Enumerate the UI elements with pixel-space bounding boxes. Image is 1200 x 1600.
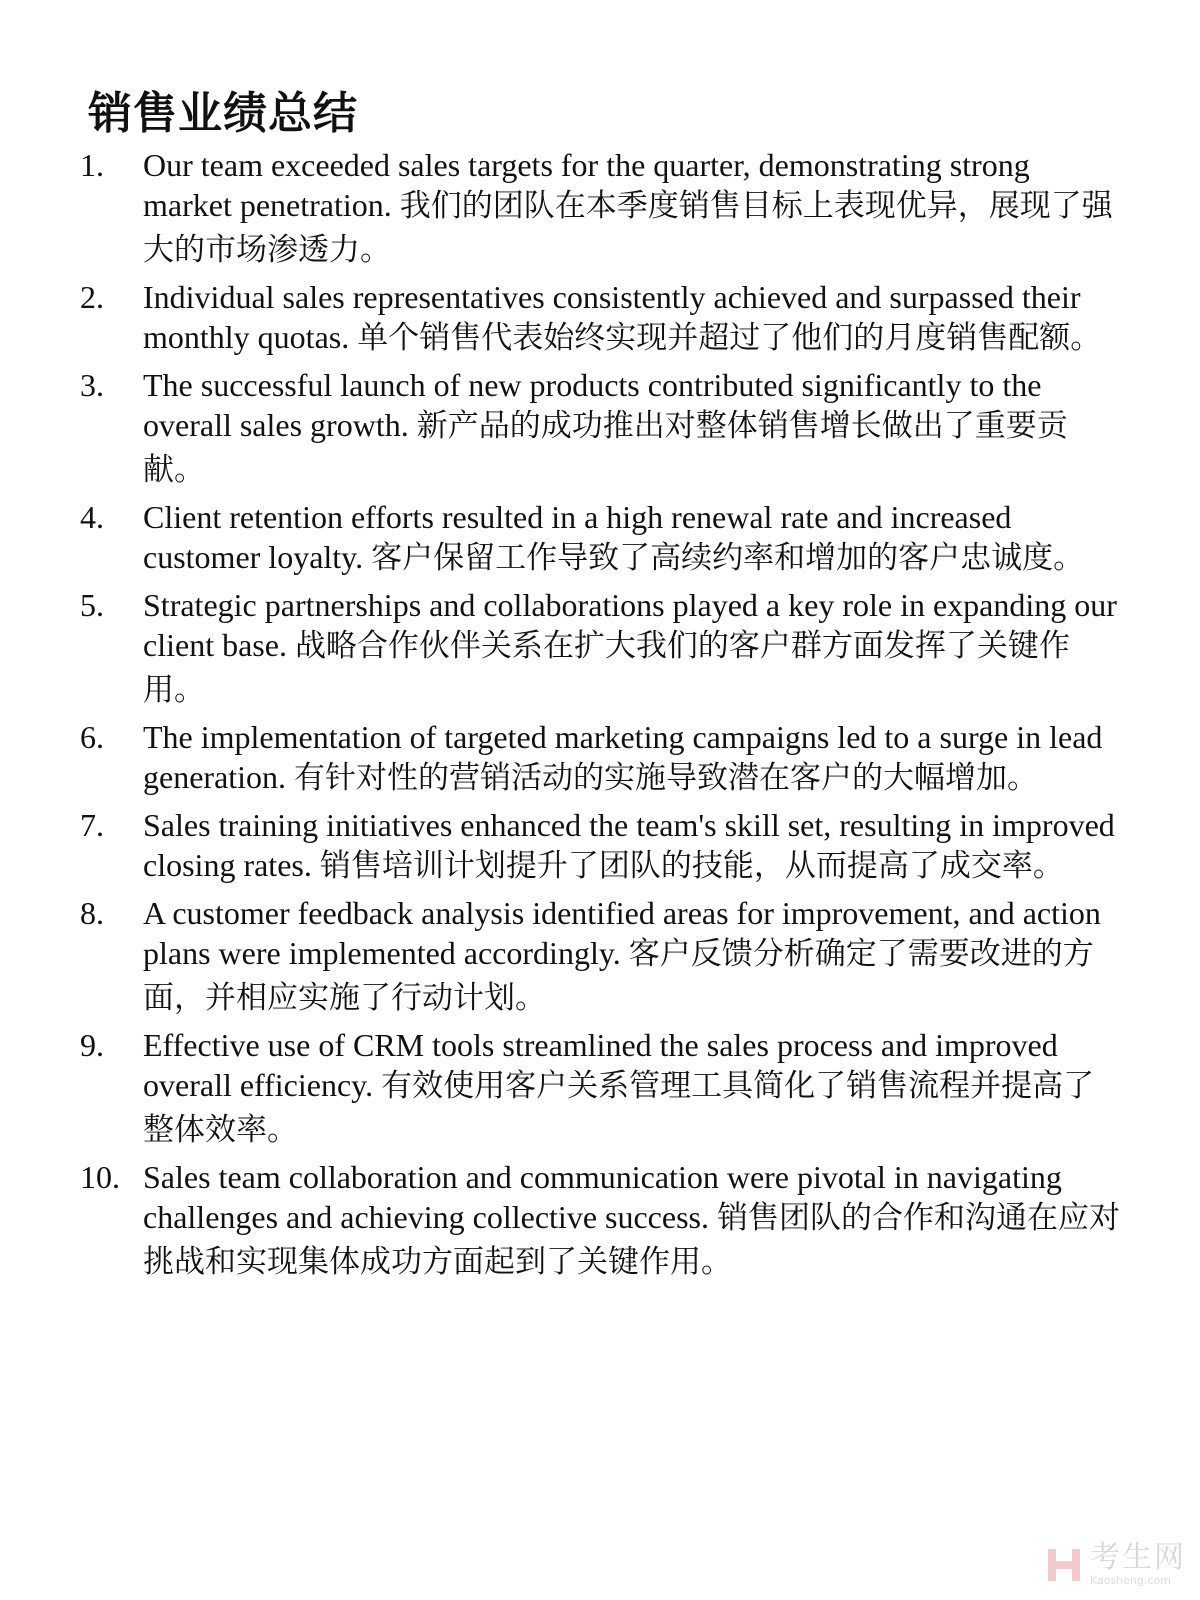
watermark [1044, 1540, 1186, 1587]
list-item [80, 366, 1120, 492]
list-item [80, 1158, 1120, 1284]
item-chinese-text: 销售团队的合作和沟通在应对挑战和实现集体成功方面起到了关键作用。 [143, 1200, 1120, 1280]
list-item [80, 718, 1120, 800]
item-english-text: Sales team collaboration and communication were pivotal in navigating challenges and achieving collective success. [143, 1159, 1062, 1235]
list-item [80, 894, 1120, 1020]
item-number: 1. [80, 147, 104, 183]
item-chinese-text: 客户保留工作导致了高续约率和增加的客户忠诚度。 [371, 540, 1085, 576]
item-number: 8. [80, 895, 104, 931]
item-english-text: Effective use of CRM tools streamlined the sales process and improved overall efficiency. [143, 1027, 1058, 1103]
item-chinese-text: 有针对性的营销活动的实施导致潜在客户的大幅增加。 [294, 760, 1039, 796]
list-item [80, 806, 1120, 888]
item-english-text: Our team exceeded sales targets for the quarter, demonstrating strong market penetration. [143, 147, 1030, 223]
item-text [143, 1026, 1120, 1152]
list-item [80, 278, 1120, 360]
list-item [80, 498, 1120, 580]
item-text [143, 366, 1120, 492]
item-number: 10. [80, 1159, 120, 1195]
item-number: 2. [80, 279, 104, 315]
item-text [143, 498, 1120, 580]
kaosheng-logo-icon [1044, 1545, 1084, 1585]
item-english-text: Individual sales representatives consistently achieved and surpassed their monthly quotas. [143, 279, 1081, 355]
item-text [143, 1158, 1120, 1284]
item-english-text: Client retention efforts resulted in a high renewal rate and increased customer loyalty. [143, 499, 1012, 575]
item-chinese-text: 新产品的成功推出对整体销售增长做出了重要贡献。 [143, 408, 1068, 488]
item-text [143, 894, 1120, 1020]
item-text [143, 806, 1120, 888]
item-text [143, 586, 1120, 712]
item-english-text: The successful launch of new products contributed significantly to the overall sales growth. [143, 367, 1042, 443]
watermark-text: 考生网 [1090, 1540, 1186, 1575]
item-number: 7. [80, 807, 104, 843]
list-item [80, 146, 1120, 272]
list-item [80, 1026, 1120, 1152]
watermark-subtext: Kaosheng.com [1090, 1574, 1171, 1587]
item-chinese-text: 我们的团队在本季度销售目标上表现优异，展现了强大的市场渗透力。 [143, 188, 1113, 268]
item-chinese-text: 销售培训计划提升了团队的技能，从而提高了成交率。 [319, 848, 1064, 884]
item-english-text: Sales training initiatives enhanced the team's skill set, resulting in improved closing rates. [143, 807, 1115, 883]
item-number: 4. [80, 499, 104, 535]
item-english-text: Strategic partnerships and collaborations played a key role in expanding our client base. [143, 587, 1117, 663]
item-text [143, 146, 1120, 272]
page-title: 销售业绩总结 [88, 88, 358, 139]
item-english-text: The implementation of targeted marketing campaigns led to a surge in lead generation. [143, 719, 1103, 795]
item-chinese-text: 单个销售代表始终实现并超过了他们的月度销售配额。 [357, 320, 1102, 356]
list-item [80, 586, 1120, 712]
item-number: 9. [80, 1027, 104, 1063]
item-chinese-text: 战略合作伙伴关系在扩大我们的客户群方面发挥了关键作用。 [143, 628, 1070, 708]
item-number: 3. [80, 367, 104, 403]
item-chinese-text: 客户反馈分析确定了需要改进的方面，并相应实施了行动计划。 [143, 936, 1094, 1016]
item-chinese-text: 有效使用客户关系管理工具简化了销售流程并提高了整体效率。 [143, 1068, 1095, 1148]
item-number: 6. [80, 719, 104, 755]
item-english-text: A customer feedback analysis identified areas for improvement, and action plans were implemented accordingly. [143, 895, 1101, 971]
summary-list [80, 146, 1120, 1290]
item-text [143, 278, 1120, 360]
item-number: 5. [80, 587, 104, 623]
item-text [143, 718, 1120, 800]
